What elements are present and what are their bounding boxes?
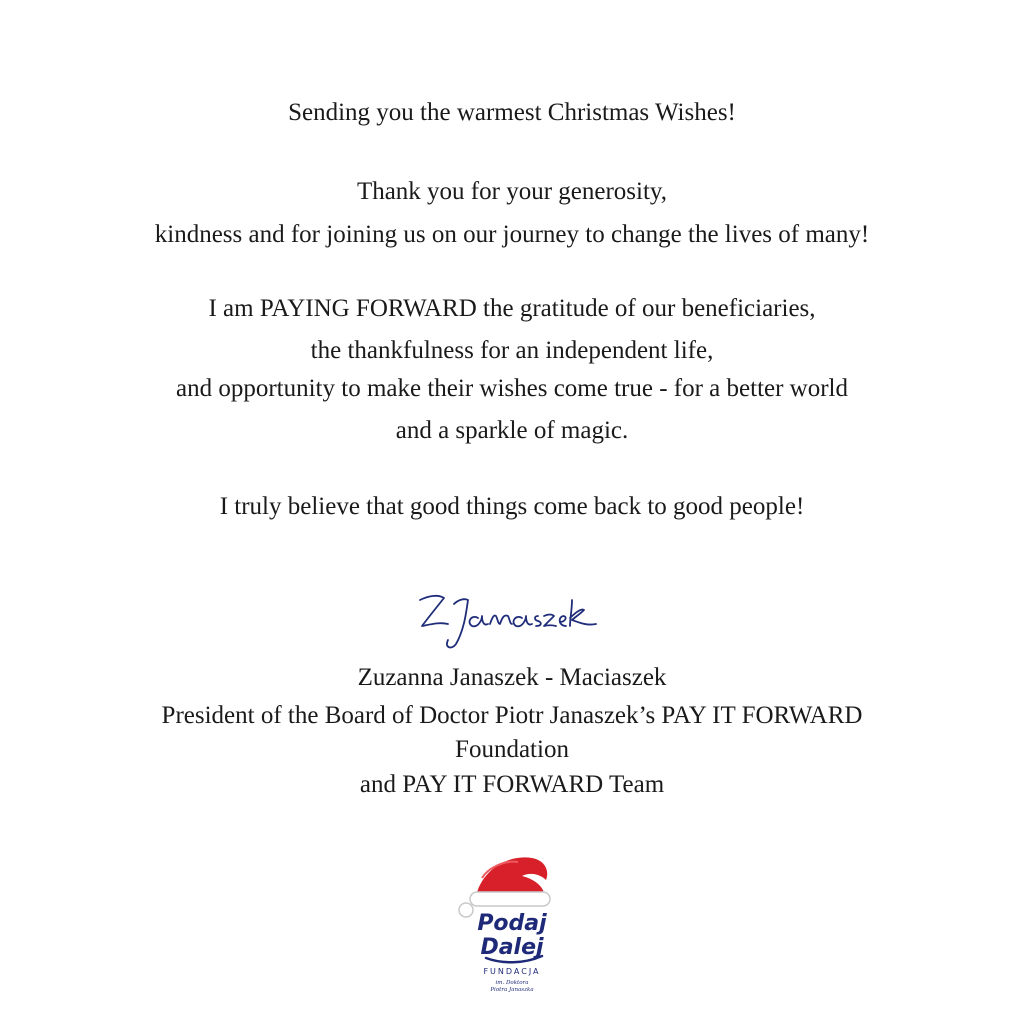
logo-subtitle-2: Piotra Janaszka — [490, 987, 534, 993]
foundation-logo — [452, 850, 572, 1000]
thanks-line-1: Thank you for your generosity, — [356, 178, 668, 205]
greeting-line: Sending you the warmest Christmas Wishes! — [288, 99, 736, 126]
paying-forward-line-4: and a sparkle of magic. — [395, 417, 629, 444]
signoff-team: and PAY IT FORWARD Team — [359, 771, 665, 798]
hat-pompom-icon — [459, 903, 473, 917]
logo-word-1: Podaj — [477, 911, 547, 936]
signoff-title-line-2: Foundation — [455, 736, 569, 763]
paying-forward-line-1: I am PAYING FORWARD the gratitude of our beneficiaries, — [208, 295, 816, 322]
handwritten-signature — [408, 578, 608, 658]
hat-brim-icon — [470, 892, 550, 906]
belief-line: I truly believe that good things come back to good people! — [219, 493, 805, 520]
thanks-line-2: kindness and for joining us on our journey to change the lives of many! — [154, 221, 870, 248]
logo-subtitle-1: im. Doktora — [495, 980, 529, 986]
logo-word-2: Dalej — [480, 935, 544, 960]
paying-forward-line-3: and opportunity to make their wishes come true - for a better world — [175, 375, 849, 402]
signoff-name: Zuzanna Janaszek - Maciaszek — [357, 664, 667, 691]
signoff-title-line-1: President of the Board of Doctor Piotr Janaszek’s PAY IT FORWARD — [161, 702, 863, 729]
paying-forward-line-2: the thankfulness for an independent life, — [310, 337, 714, 364]
logo-org: FUNDACJA — [483, 967, 541, 976]
